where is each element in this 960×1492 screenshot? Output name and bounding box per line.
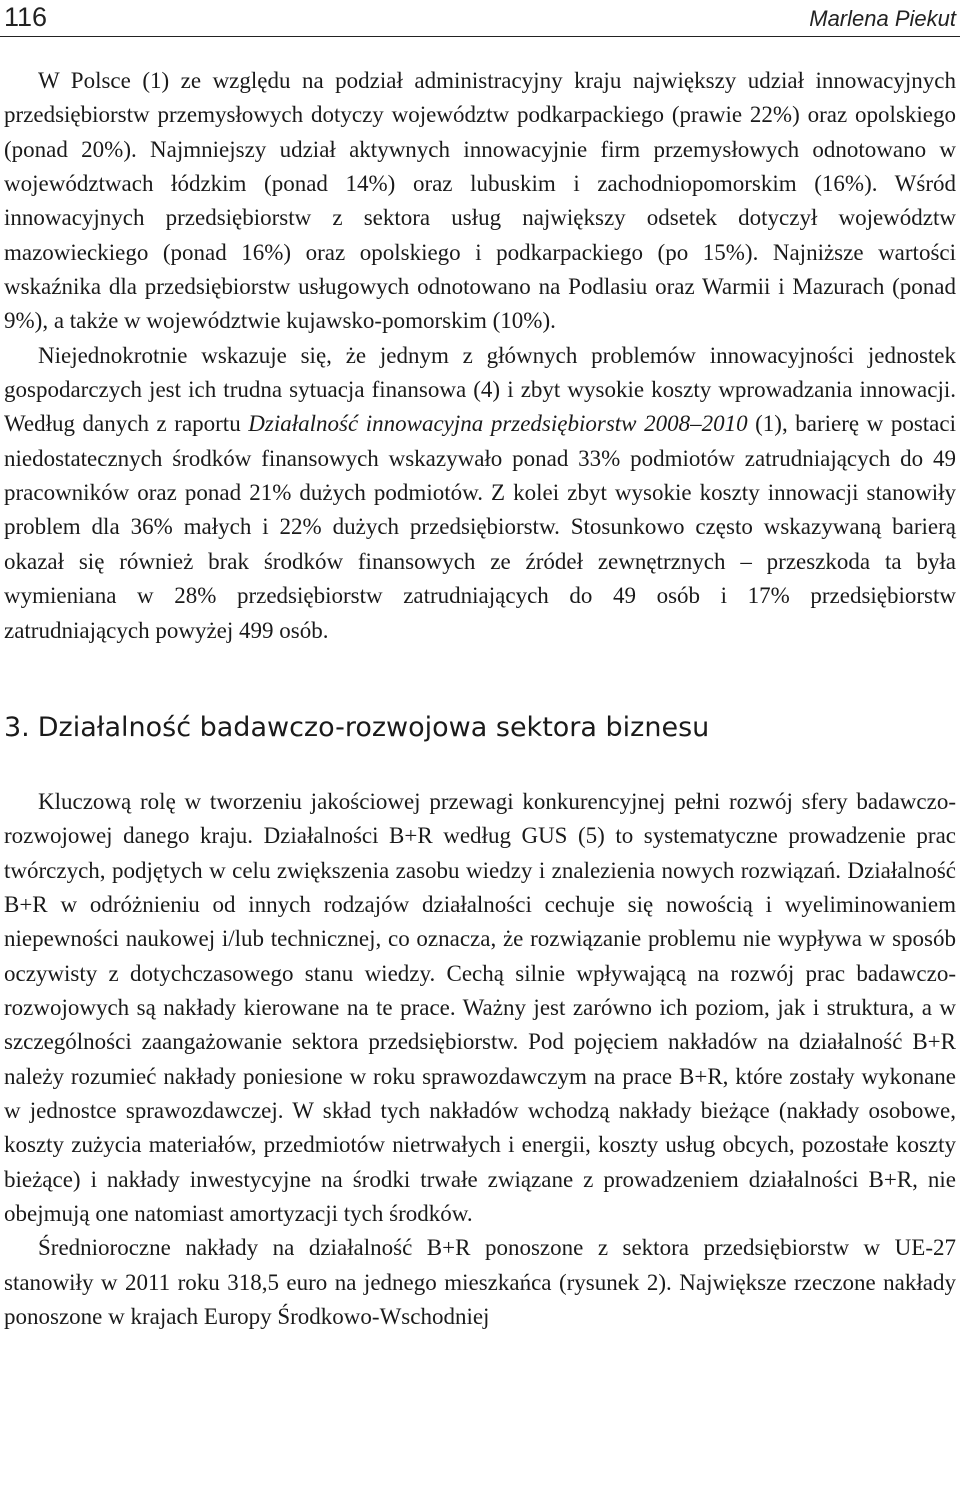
- paragraph-innovation-barriers: [4, 339, 956, 648]
- paragraph-rd-expenditure: Średnioroczne nakłady na działalność B+R ponoszone z sektora przedsiębiorstw w UE-27 stanowiły w 2011 roku 318,5 euro na jednego mieszkańca (rysunek 2). Największe rzeczone nakłady ponoszone w krajach Europy Środkowo-Wschodniej: [4, 1235, 956, 1329]
- paragraph-regional-innovation: W Polsce (1) ze względu na podział administracyjny kraju największy udział innowacyjnych przedsiębiorstw przemysłowych dotyczy województw podkarpackiego (prawie 22%) oraz opolskiego (ponad 20%). Najmniejszy udział aktywnych innowacyjnie firm przemysłowych odnotowano w województwach łódzkim (ponad 14%) oraz lubuskim i zachodniopomorskim (16%). Wśród innowacyjnych przedsiębiorstw z sektora usług największy odsetek dotyczył województw mazowieckiego (ponad 16%) oraz opolskiego i podkarpackiego (po 15%). Najniższe wartości wskaźnika dla przedsiębiorstw usługowych odnotowano na Podlasiu oraz Warmii i Mazurach (ponad 9%), a także w województwie kujawsko-pomorskim (10%).: [4, 68, 956, 334]
- section-title: Działalność badawczo-rozwojowa sektora biznesu: [37, 711, 710, 743]
- report-title-italic: Działalność innowacyjna przedsiębiorstw 2008–2010: [248, 411, 748, 437]
- section-number: 3.: [4, 711, 30, 743]
- paragraph-rd-definition: Kluczową rolę w tworzeniu jakościowej przewagi konkurencyjnej pełni rozwój sfery badawczo-rozwojowej danego kraju. Działalności B+R według GUS (5) to systematyczne prowadzenie prac twórczych, podjętych w celu zwiększenia zasobu wiedzy i znalezienia nowych rozwiązań. Działalność B+R w odróżnieniu od innych rodzajów działalności cechuje się nowością i wyeliminowaniem niepewności naukowej i/lub technicznej, co oznacza, że rozwiązanie problemu nie wypływa w sposób oczywisty z dotychczasowego stanu wiedzy. Cechą silnie wpływającą na rozwój prac badawczo-rozwojowych są nakłady kierowane na te prace. Ważny jest zarówno ich poziom, jak i struktura, a w szczególności zaangażowanie sektora przedsiębiorstw. Pod pojęciem nakładów na działalność B+R należy rozumieć nakłady poniesione w roku sprawozdawczym na prace B+R, które zostały wykonane w jednostce sprawozdawczej. W skład tych nakładów wchodzą nakłady bieżące (nakłady osobowe, koszty zużycia materiałów, przedmiotów nietrwałych i energii, koszty usług obcych, pozostałe koszty bieżące) i nakłady inwestycyjne na środki trwałe związane z prowadzeniem działalności B+R, nie obejmują one natomiast amortyzacji tych środków.: [4, 788, 956, 1226]
- page-body: [4, 64, 956, 1334]
- page-header: [0, 0, 960, 37]
- running-header-author: Marlena Piekut: [809, 6, 956, 31]
- paragraph-text: (1), barierę w postaci niedostatecznych środków finansowych wskazywało ponad 33% podmiotów zatrudniających do 49 pracowników oraz ponad 21% dużych podmiotów. Z kolei zbyt wysokie koszty innowacji stanowiły problem dla 36% małych i 22% dużych przedsiębiorstw. Stosunkowo często wskazywaną barierą okazał się również brak środków finansowych ze źródeł zewnętrznych – przeszkoda ta była wymieniana w 28% przedsiębiorstw zatrudniających do 49 osób i 17% przedsiębiorstw zatrudniających powyżej 499 osób.: [4, 411, 956, 643]
- section-heading: [4, 710, 956, 746]
- page-number: 116: [4, 2, 48, 32]
- paragraph-text: Niejednokrotnie wskazuje się, że jednym z głównych problemów innowacyjności jednostek gospodarczych jest ich trudna sytuacja finansowa (4) i zbyt wysokie koszty wprowadzania innowacji. Według danych z raportu: [4, 342, 956, 437]
